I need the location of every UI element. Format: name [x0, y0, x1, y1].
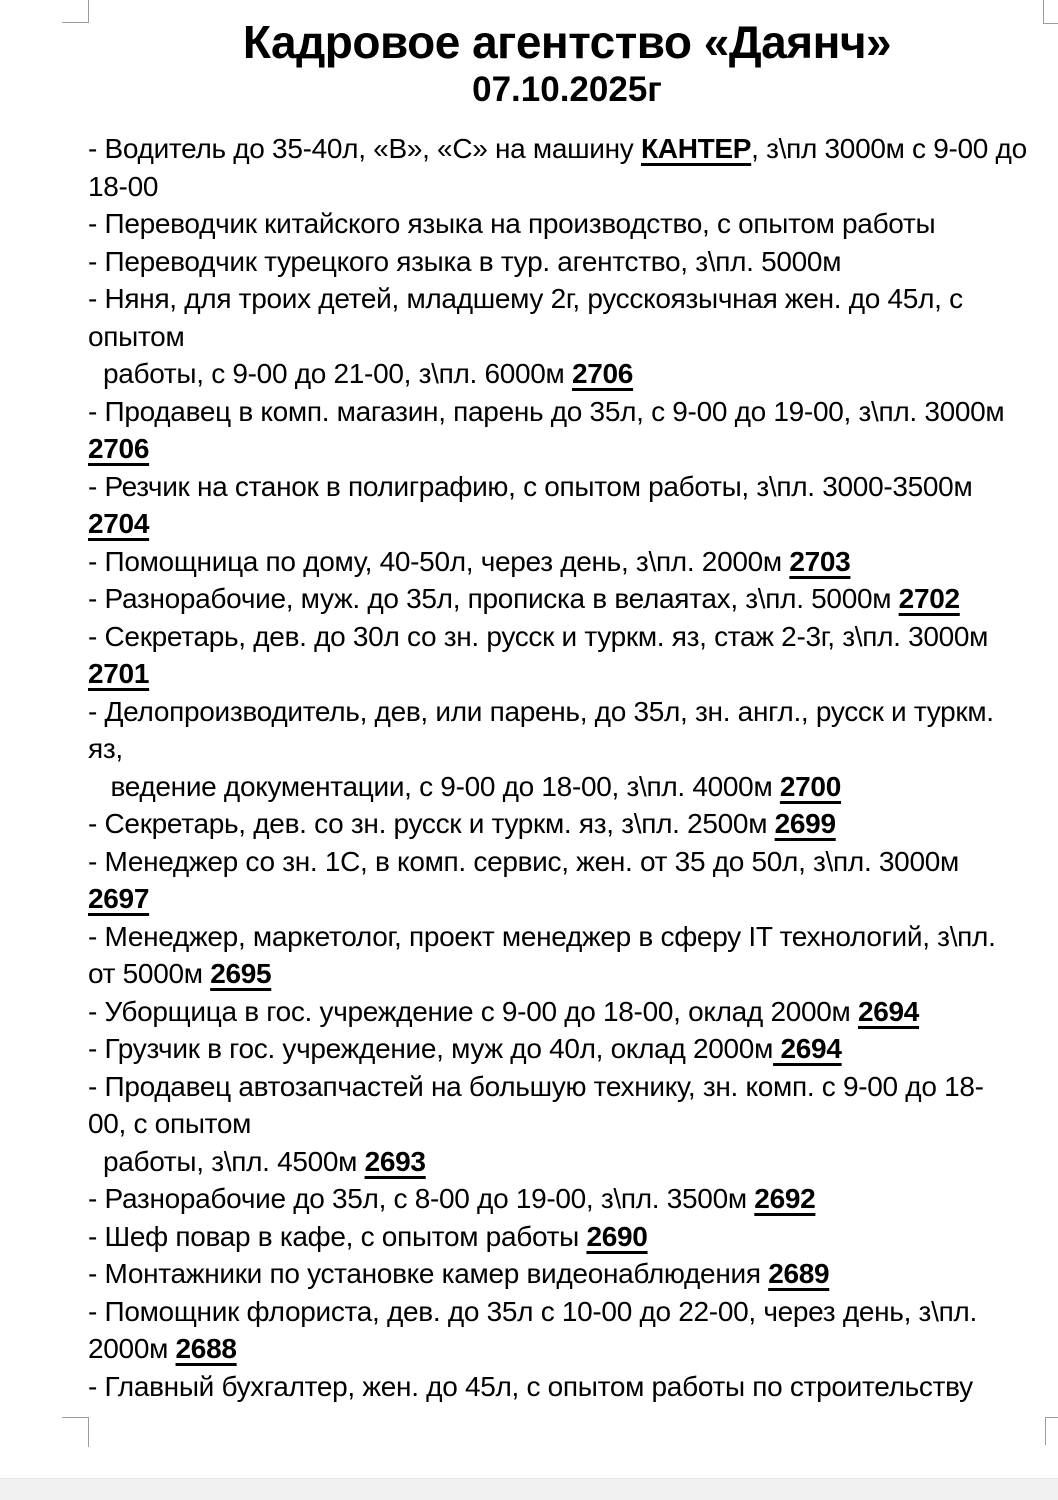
page-break-strip — [0, 1478, 1058, 1500]
vacancy-line — [88, 1143, 1046, 1181]
vacancy-line — [88, 655, 1046, 693]
ref-number: 2700 — [779, 770, 841, 802]
ref-number: 2692 — [754, 1183, 816, 1214]
text-run: яз, — [88, 733, 123, 764]
ref-number: 2693 — [364, 1145, 426, 1177]
text-run: опытом — [88, 320, 185, 352]
ref-number: 2706 — [88, 433, 150, 464]
ref-number: 2695 — [210, 958, 272, 989]
vacancy-line — [88, 1180, 1046, 1218]
text-run: - Помощник флориста, дев. до 35л с 10-00 до 22-00, через день, з\пл. — [88, 1295, 977, 1327]
ref-number: 2694 — [773, 1033, 842, 1064]
text-run: - Продавец автозапчастей на большую технику, зн. комп. с 9-00 до 18- — [88, 1070, 984, 1102]
text-run: работы, с 9-00 до 21-00, з\пл. 6000м — [88, 358, 572, 389]
vacancy-line — [88, 430, 1046, 468]
vacancy-line — [88, 993, 1046, 1031]
vacancy-line — [88, 730, 1046, 768]
ref-number: 2704 — [88, 508, 150, 539]
vacancy-line — [88, 880, 1046, 918]
text-run: - Секретарь, дев. со зн. русск и туркм. яз, з\пл. 2500м — [88, 808, 775, 839]
vacancy-line — [88, 355, 1046, 393]
ref-number: 2703 — [789, 545, 851, 577]
text-run: - Главный бухгалтер, жен. до 45л, с опытом работы по строительству — [88, 1370, 973, 1402]
text-run: - Менеджер, маркетолог, проект менеджер в сферу IT технологий, з\пл. — [88, 920, 996, 952]
vacancy-line — [88, 918, 1046, 956]
text-run: работы, з\пл. 4500м — [88, 1145, 365, 1177]
vacancy-line — [88, 1368, 1046, 1406]
vacancy-list — [88, 130, 1046, 1405]
text-run: - Водитель до 35-40л, «В», «С» на машину — [88, 133, 641, 164]
vacancy-line — [88, 1218, 1046, 1256]
text-run: - Шеф повар в кафе, с опытом работы — [88, 1220, 587, 1252]
text-run: - Резчик на станок в полиграфию, с опытом работы, з\пл. 3000-3500м — [88, 470, 973, 502]
vacancy-line — [88, 1330, 1046, 1368]
ref-number: 2689 — [768, 1258, 830, 1289]
vacancy-line — [88, 1105, 1046, 1143]
vacancy-line — [88, 1255, 1046, 1293]
text-run: - Продавец в комп. магазин, парень до 35л, с 9-00 до 19-00, з\пл. 3000м — [88, 395, 1005, 427]
ref-number: 2701 — [88, 658, 150, 689]
vacancy-line — [88, 768, 1046, 806]
page-title: Кадровое агентство «Даянч» — [242, 16, 892, 68]
vacancy-line — [88, 168, 1046, 206]
ref-number: 2706 — [571, 358, 634, 389]
margin-mark-top-right-icon — [1043, 0, 1058, 24]
text-run: 18-00 — [88, 170, 159, 202]
text-run: - Переводчик турецкого языка в тур. агентство, з\пл. 5000м — [88, 245, 842, 277]
vacancy-line — [88, 1068, 1046, 1106]
text-run: 00, с опытом — [88, 1108, 252, 1139]
text-run: 2000м — [88, 1333, 176, 1364]
vacancy-line — [88, 505, 1046, 543]
ref-number: 2690 — [586, 1220, 648, 1252]
ref-number: 2699 — [774, 808, 836, 839]
text-run: - Няня, для троих детей, младшему 2г, русскоязычная жен. до 45л, с — [88, 283, 963, 314]
text-run: - Менеджер со зн. 1С, в комп. сервис, жен. от 35 до 50л, з\пл. 3000м — [88, 845, 959, 877]
vacancy-line — [88, 243, 1046, 281]
ref-number: 2697 — [88, 883, 150, 914]
vacancy-line — [88, 693, 1046, 731]
ref-number: 2694 — [857, 995, 920, 1027]
text-run: - Монтажники по установке камер видеонаблюдения — [88, 1258, 769, 1289]
vacancy-line — [88, 205, 1046, 243]
vacancy-line — [88, 580, 1046, 618]
text-run: - Помощница по дому, 40-50л, через день, з\пл. 2000м — [88, 545, 790, 577]
ref-number: КАНТЕР — [640, 133, 752, 164]
vacancy-line — [88, 618, 1046, 656]
vacancy-line — [88, 1293, 1046, 1331]
text-run: от 5000м — [88, 958, 211, 989]
margin-mark-bottom-left-icon — [62, 1417, 89, 1447]
text-run: - Уборщица в гос. учреждение с 9-00 до 18-00, оклад 2000м — [88, 995, 858, 1027]
vacancy-line — [88, 805, 1046, 843]
text-run: - Разнорабочие, муж. до 35л, прописка в велаятах, з\пл. 5000м — [88, 583, 899, 614]
vacancy-line — [88, 468, 1046, 506]
text-run: - Секретарь, дев. до 30л со зн. русск и туркм. яз, стаж 2-3г, з\пл. 3000м — [88, 620, 989, 652]
margin-mark-bottom-right-icon — [1045, 1417, 1058, 1445]
ref-number: 2688 — [175, 1333, 237, 1364]
vacancy-line — [88, 393, 1046, 431]
vacancy-line — [88, 130, 1046, 168]
vacancy-line — [88, 318, 1046, 356]
vacancy-line — [88, 1030, 1046, 1068]
ref-number: 2702 — [898, 583, 960, 614]
vacancy-line — [88, 543, 1046, 581]
text-run: - Грузчик в гос. учреждение, муж до 40л, оклад 2000м — [88, 1033, 774, 1064]
text-run: - Разнорабочие до 35л, с 8-00 до 19-00, з\пл. 3500м — [88, 1183, 755, 1214]
vacancy-line — [88, 280, 1046, 318]
vacancy-line — [88, 955, 1046, 993]
vacancy-line — [88, 843, 1046, 881]
text-run: - Делопроизводитель, дев, или парень, до 35л, зн. англ., русск и туркм. — [88, 695, 994, 727]
text-run: - Переводчик китайского языка на производство, с опытом работы — [88, 208, 936, 239]
text-run: ведение документации, с 9-00 до 18-00, з\пл. 4000м — [88, 770, 780, 802]
margin-mark-top-left-icon — [62, 0, 89, 23]
document-date: 07.10.2025г — [472, 70, 662, 109]
text-run: , з\пл 3000м с 9-00 до — [751, 133, 1027, 164]
